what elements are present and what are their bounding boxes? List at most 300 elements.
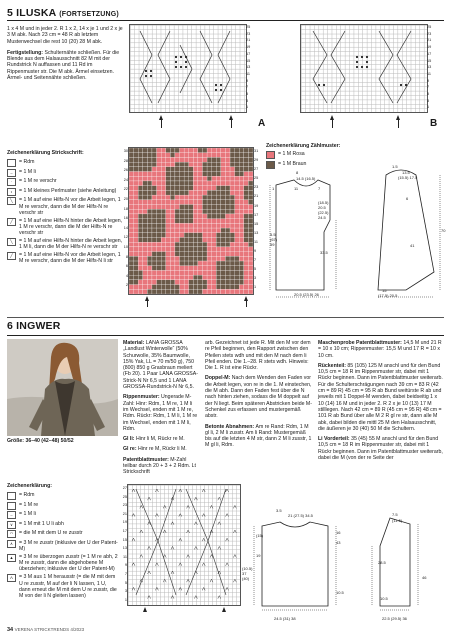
patent-symbol xyxy=(226,563,229,566)
count-cell xyxy=(129,266,134,271)
count-cell xyxy=(129,162,134,167)
count-cell xyxy=(216,275,221,280)
count-cell xyxy=(161,214,166,219)
count-cell xyxy=(157,172,162,177)
count-cell xyxy=(221,261,226,266)
count-cell xyxy=(216,242,221,247)
row-number: 21 xyxy=(254,194,259,199)
count-cell xyxy=(212,214,217,219)
count-cell xyxy=(221,172,226,177)
count-cell xyxy=(180,256,185,261)
count-cell xyxy=(239,280,244,285)
row-number: 5 xyxy=(246,92,249,97)
count-cell xyxy=(202,261,207,266)
count-cell xyxy=(170,195,175,200)
schematic-label: 7.5 xyxy=(392,512,398,517)
count-cell xyxy=(248,275,253,280)
paragraph-label: Material: xyxy=(123,340,146,346)
count-cell xyxy=(175,214,180,219)
count-cell xyxy=(235,261,240,266)
patent-symbol xyxy=(179,489,182,492)
count-cell xyxy=(248,195,253,200)
arrow-stem xyxy=(161,120,162,128)
count-cell xyxy=(180,157,185,162)
count-cell xyxy=(212,162,217,167)
patent-symbol xyxy=(163,530,166,533)
count-cell xyxy=(129,261,134,266)
count-cell xyxy=(189,285,194,290)
count-cell xyxy=(244,275,249,280)
count-cell xyxy=(189,247,194,252)
count-cell xyxy=(244,167,249,172)
count-cell xyxy=(207,233,212,238)
count-cell xyxy=(202,214,207,219)
count-cell xyxy=(170,219,175,224)
count-cell xyxy=(216,153,221,158)
count-cell xyxy=(216,261,221,266)
count-cell xyxy=(230,247,235,252)
count-cell xyxy=(129,172,134,177)
count-cell xyxy=(202,252,207,257)
count-cell xyxy=(147,289,152,294)
count-cell xyxy=(147,186,152,191)
count-cell xyxy=(180,237,185,242)
count-cell xyxy=(143,280,148,285)
count-cell xyxy=(235,256,240,261)
count-cell xyxy=(184,233,189,238)
count-cell xyxy=(134,252,139,257)
count-cell xyxy=(244,289,249,294)
count-cell xyxy=(184,176,189,181)
count-cell xyxy=(189,261,194,266)
count-cell xyxy=(129,237,134,242)
count-cell xyxy=(138,186,143,191)
count-cell xyxy=(170,266,175,271)
row-number: 3 xyxy=(427,98,430,103)
swatch-rosa xyxy=(266,151,275,159)
count-cell xyxy=(202,219,207,224)
count-cell xyxy=(134,242,139,247)
schematic-label: 33.5 xyxy=(320,250,328,255)
key-text: = 3 M re überzogen zusstr (= 1 M re abh, 2 M re zusstr, dann die abgehobene M überziehen; inklusive der U der Patent-M) xyxy=(19,553,118,573)
schematic-label: (22.5) xyxy=(318,210,329,215)
count-cell xyxy=(143,190,148,195)
chart-b-label: B xyxy=(430,118,438,129)
key-text: = 1 M auf eine Hilfs-N vor die Arbeit legen, 1 M re verschr, dann die M der Hilfs-N re verschr str xyxy=(19,197,121,216)
count-cell xyxy=(202,153,207,158)
count-cell xyxy=(161,285,166,290)
row-number: 11 xyxy=(246,71,250,76)
patent-symbol xyxy=(163,505,166,508)
count-cell xyxy=(230,167,235,172)
count-cell xyxy=(170,200,175,205)
count-cell xyxy=(239,181,244,186)
patent-symbol xyxy=(155,538,158,541)
count-cell xyxy=(230,261,235,266)
count-cell xyxy=(198,237,203,242)
count-cell xyxy=(225,200,230,205)
count-cell xyxy=(143,252,148,257)
count-cell xyxy=(230,200,235,205)
count-cell xyxy=(170,172,175,177)
count-cell xyxy=(134,195,139,200)
count-cell xyxy=(225,162,230,167)
count-cell xyxy=(239,219,244,224)
count-cell xyxy=(235,200,240,205)
count-cell xyxy=(143,200,148,205)
count-cell xyxy=(235,285,240,290)
count-cell xyxy=(184,148,189,153)
count-cell xyxy=(147,153,152,158)
count-cell xyxy=(147,275,152,280)
schematic-label: 6 xyxy=(406,196,409,201)
key-text: = 1 M auf eine Hilfs-N vor die Arbeit legen, 1 M re verschr, dann die M der Hilfs-N li str xyxy=(19,252,121,265)
paragraph-text: Hinr li M, Rückr re M. xyxy=(135,436,185,443)
count-cell xyxy=(248,205,253,210)
count-cell xyxy=(161,186,166,191)
row-number: 25 xyxy=(254,176,259,181)
arrow-stem xyxy=(231,120,232,128)
count-cell xyxy=(184,195,189,200)
count-cell xyxy=(175,256,180,261)
count-cell xyxy=(180,190,185,195)
patent-symbol xyxy=(187,555,190,558)
count-cell xyxy=(239,289,244,294)
count-cell xyxy=(244,162,249,167)
count-cell xyxy=(202,289,207,294)
count-cell xyxy=(221,219,226,224)
count-cell xyxy=(175,247,180,252)
count-cell xyxy=(193,214,198,219)
patent-symbol xyxy=(210,579,213,582)
patent-symbol xyxy=(233,555,236,558)
count-cell xyxy=(212,186,217,191)
count-cell xyxy=(170,228,175,233)
count-cell xyxy=(129,190,134,195)
count-cell xyxy=(230,219,235,224)
count-cell xyxy=(152,186,157,191)
row-number: 29 xyxy=(254,158,259,163)
count-cell xyxy=(157,247,162,252)
count-cell xyxy=(134,167,139,172)
count-cell xyxy=(175,162,180,167)
count-cell xyxy=(161,153,166,158)
patent-symbol xyxy=(226,587,229,590)
count-cell xyxy=(152,190,157,195)
count-cell xyxy=(212,280,217,285)
count-cell xyxy=(175,242,180,247)
count-cell xyxy=(212,181,217,186)
count-cell xyxy=(248,285,253,290)
count-cell xyxy=(248,247,253,252)
count-cell xyxy=(202,242,207,247)
count-cell xyxy=(147,214,152,219)
count-cell xyxy=(152,237,157,242)
count-cell xyxy=(235,205,240,210)
count-cell xyxy=(235,153,240,158)
schematic-label: 10.5 xyxy=(336,590,344,595)
patent-symbol xyxy=(140,555,143,558)
patent-symbol xyxy=(179,514,182,517)
count-cell xyxy=(161,157,166,162)
patent-symbol xyxy=(194,546,197,549)
key-symbol-icon: ◠ xyxy=(7,530,16,538)
header-rule xyxy=(7,20,444,21)
count-cell xyxy=(166,205,171,210)
count-cell xyxy=(147,247,152,252)
count-cell xyxy=(189,186,194,191)
count-cell xyxy=(157,219,162,224)
row-number: 31 xyxy=(254,149,259,153)
patent-symbol xyxy=(171,571,174,574)
count-cell xyxy=(212,205,217,210)
count-cell xyxy=(248,289,253,294)
count-cell xyxy=(147,252,152,257)
count-cell xyxy=(161,242,166,247)
count-cell xyxy=(207,195,212,200)
count-cell xyxy=(180,223,185,228)
count-cell xyxy=(166,285,171,290)
count-cell xyxy=(170,285,175,290)
count-cell xyxy=(193,270,198,275)
count-cell xyxy=(189,214,194,219)
key-item xyxy=(7,554,119,573)
count-cell xyxy=(193,209,198,214)
schematic-label: 46 xyxy=(422,575,427,580)
paragraph xyxy=(318,363,444,432)
count-cell xyxy=(221,209,226,214)
patent-symbol xyxy=(132,587,135,590)
count-cell xyxy=(184,228,189,233)
count-cell xyxy=(180,181,185,186)
count-cell xyxy=(189,233,194,238)
row-number: 3 xyxy=(254,276,257,281)
paragraph xyxy=(123,436,199,442)
count-cell xyxy=(239,247,244,252)
count-cell xyxy=(193,247,198,252)
count-cell xyxy=(170,261,175,266)
count-cell xyxy=(212,275,217,280)
count-cell xyxy=(212,228,217,233)
count-cell xyxy=(180,233,185,238)
count-cell xyxy=(161,256,166,261)
schematic-label: (11.5) xyxy=(392,518,403,523)
row-number: 7 xyxy=(124,571,127,576)
count-cell xyxy=(207,266,212,271)
count-cell xyxy=(239,153,244,158)
count-cell xyxy=(147,242,152,247)
count-cell xyxy=(161,190,166,195)
count-cell xyxy=(175,228,180,233)
count-cell xyxy=(230,157,235,162)
count-cell xyxy=(244,195,249,200)
patent-symbol xyxy=(194,596,197,599)
patent-symbol xyxy=(171,546,174,549)
count-cell xyxy=(225,247,230,252)
count-cell xyxy=(193,275,198,280)
count-cell xyxy=(221,280,226,285)
count-cell xyxy=(166,228,171,233)
count-cell xyxy=(193,242,198,247)
count-cell xyxy=(147,200,152,205)
chart-b-row-numbers xyxy=(427,24,435,111)
count-cell xyxy=(143,167,148,172)
key-symbol-icon: ╱ xyxy=(7,218,16,226)
count-cell xyxy=(235,157,240,162)
count-cell xyxy=(225,190,230,195)
count-cell xyxy=(138,266,143,271)
count-cell xyxy=(147,223,152,228)
row-number: 12 xyxy=(123,235,128,240)
row-number: 20 xyxy=(123,196,128,201)
count-cell xyxy=(143,261,148,266)
patent-symbol xyxy=(233,505,236,508)
count-cell xyxy=(202,233,207,238)
count-cell xyxy=(225,233,230,238)
paragraph-label: Betonte Abnahmen: xyxy=(205,423,256,430)
count-cell xyxy=(157,275,162,280)
count-cell xyxy=(235,289,240,294)
row-number: 6 xyxy=(125,264,128,269)
count-cell xyxy=(138,237,143,242)
count-cell xyxy=(244,214,249,219)
patent-symbol xyxy=(218,596,221,599)
count-cell xyxy=(138,242,143,247)
count-cell xyxy=(175,195,180,200)
count-cell xyxy=(180,289,185,294)
count-cell xyxy=(152,228,157,233)
count-cell xyxy=(198,247,203,252)
schematic-label: 19 xyxy=(256,553,261,558)
count-cell xyxy=(248,228,253,233)
row-number: 30 xyxy=(123,149,128,153)
count-cell xyxy=(244,280,249,285)
patent-symbol xyxy=(218,522,221,525)
count-cell xyxy=(248,176,253,181)
count-cell xyxy=(235,195,240,200)
count-cell xyxy=(235,172,240,177)
count-cell xyxy=(198,214,203,219)
key-text: = die M mit dem U re zusstr xyxy=(19,530,83,537)
count-cell xyxy=(166,275,171,280)
count-cell xyxy=(225,157,230,162)
count-cell xyxy=(212,261,217,266)
count-cell xyxy=(198,200,203,205)
count-cell xyxy=(212,223,217,228)
count-cell xyxy=(129,181,134,186)
count-cell xyxy=(216,209,221,214)
section-name: ILUSKA xyxy=(16,7,57,19)
patent-symbol xyxy=(132,538,135,541)
count-cell xyxy=(138,252,143,257)
count-cell xyxy=(161,176,166,181)
count-cell xyxy=(180,195,185,200)
count-cell xyxy=(239,157,244,162)
count-cell xyxy=(244,172,249,177)
count-cell xyxy=(239,190,244,195)
count-cell xyxy=(134,157,139,162)
count-row-numbers-right xyxy=(254,147,261,293)
count-cell xyxy=(248,233,253,238)
count-cell xyxy=(157,289,162,294)
key-symbol-icon: ╲ xyxy=(7,238,16,246)
row-number: 11 xyxy=(123,554,127,559)
count-cell xyxy=(216,176,221,181)
key-text: = 1 M kleines Perlmuster (siehe Anleitung) xyxy=(19,187,117,194)
count-cell xyxy=(152,172,157,177)
count-cell xyxy=(193,289,198,294)
count-cell xyxy=(207,153,212,158)
patent-symbol xyxy=(163,555,166,558)
count-cell xyxy=(216,270,221,275)
count-cell xyxy=(161,280,166,285)
row-number: 23 xyxy=(122,503,127,508)
paragraph-text: Am re Rand: Rdm, 1 M gl li, 2 M li zusstr. Am li Rand: Mustergemäß bis auf die letzten 4 M str, dann 2 M li zusstr, 1 M gl li, Rdm. xyxy=(205,423,312,449)
count-cell xyxy=(189,289,194,294)
paragraph xyxy=(318,436,444,461)
paragraph-text: arb. Gezeichnet ist jede R. Mit den M vor dem re Pfeil beginnen, den Rapport zwischen den Pfeilen stets wdh und mit den M nach dem li Pfeil enden. Die 1.–28. R stets wdh. Hinweis: Die 1. R ist eine Rückr. xyxy=(205,340,311,372)
count-cell xyxy=(166,289,171,294)
finishing-paragraph xyxy=(7,50,124,81)
count-cell xyxy=(152,223,157,228)
count-cell xyxy=(193,181,198,186)
count-cell xyxy=(129,200,134,205)
count-cell xyxy=(202,167,207,172)
count-cell xyxy=(152,247,157,252)
schematic-label: 70 xyxy=(441,228,446,233)
count-cell xyxy=(157,209,162,214)
count-cell xyxy=(143,186,148,191)
count-cell xyxy=(202,181,207,186)
row-number: 23 xyxy=(254,185,259,190)
key-symbol-icon: · xyxy=(7,178,16,186)
count-cell xyxy=(202,186,207,191)
count-cell xyxy=(143,195,148,200)
count-cell xyxy=(180,172,185,177)
patent-symbol xyxy=(140,530,143,533)
text-column-3 xyxy=(318,340,444,465)
count-cell xyxy=(244,266,249,271)
count-cell xyxy=(152,219,157,224)
count-cell xyxy=(202,205,207,210)
count-cell xyxy=(161,228,166,233)
count-key-label: = 1 M Rosa xyxy=(278,151,305,158)
count-cell xyxy=(202,247,207,252)
count-cell xyxy=(189,237,194,242)
count-cell xyxy=(138,181,143,186)
count-cell xyxy=(166,252,171,257)
count-cell xyxy=(198,209,203,214)
count-cell xyxy=(184,285,189,290)
count-cell xyxy=(175,223,180,228)
count-cell xyxy=(138,200,143,205)
count-cell xyxy=(138,219,143,224)
count-cell xyxy=(138,247,143,252)
count-cell xyxy=(244,233,249,238)
count-cell xyxy=(216,186,221,191)
count-cell xyxy=(180,270,185,275)
count-cell xyxy=(198,219,203,224)
count-cell xyxy=(221,190,226,195)
count-cell xyxy=(189,148,194,153)
count-cell xyxy=(230,275,235,280)
count-cell xyxy=(235,223,240,228)
row-number: 26 xyxy=(123,168,128,173)
count-cell xyxy=(193,186,198,191)
count-cell xyxy=(166,209,171,214)
key-symbol-icon: ╲ xyxy=(7,197,16,205)
count-cell xyxy=(193,219,198,224)
